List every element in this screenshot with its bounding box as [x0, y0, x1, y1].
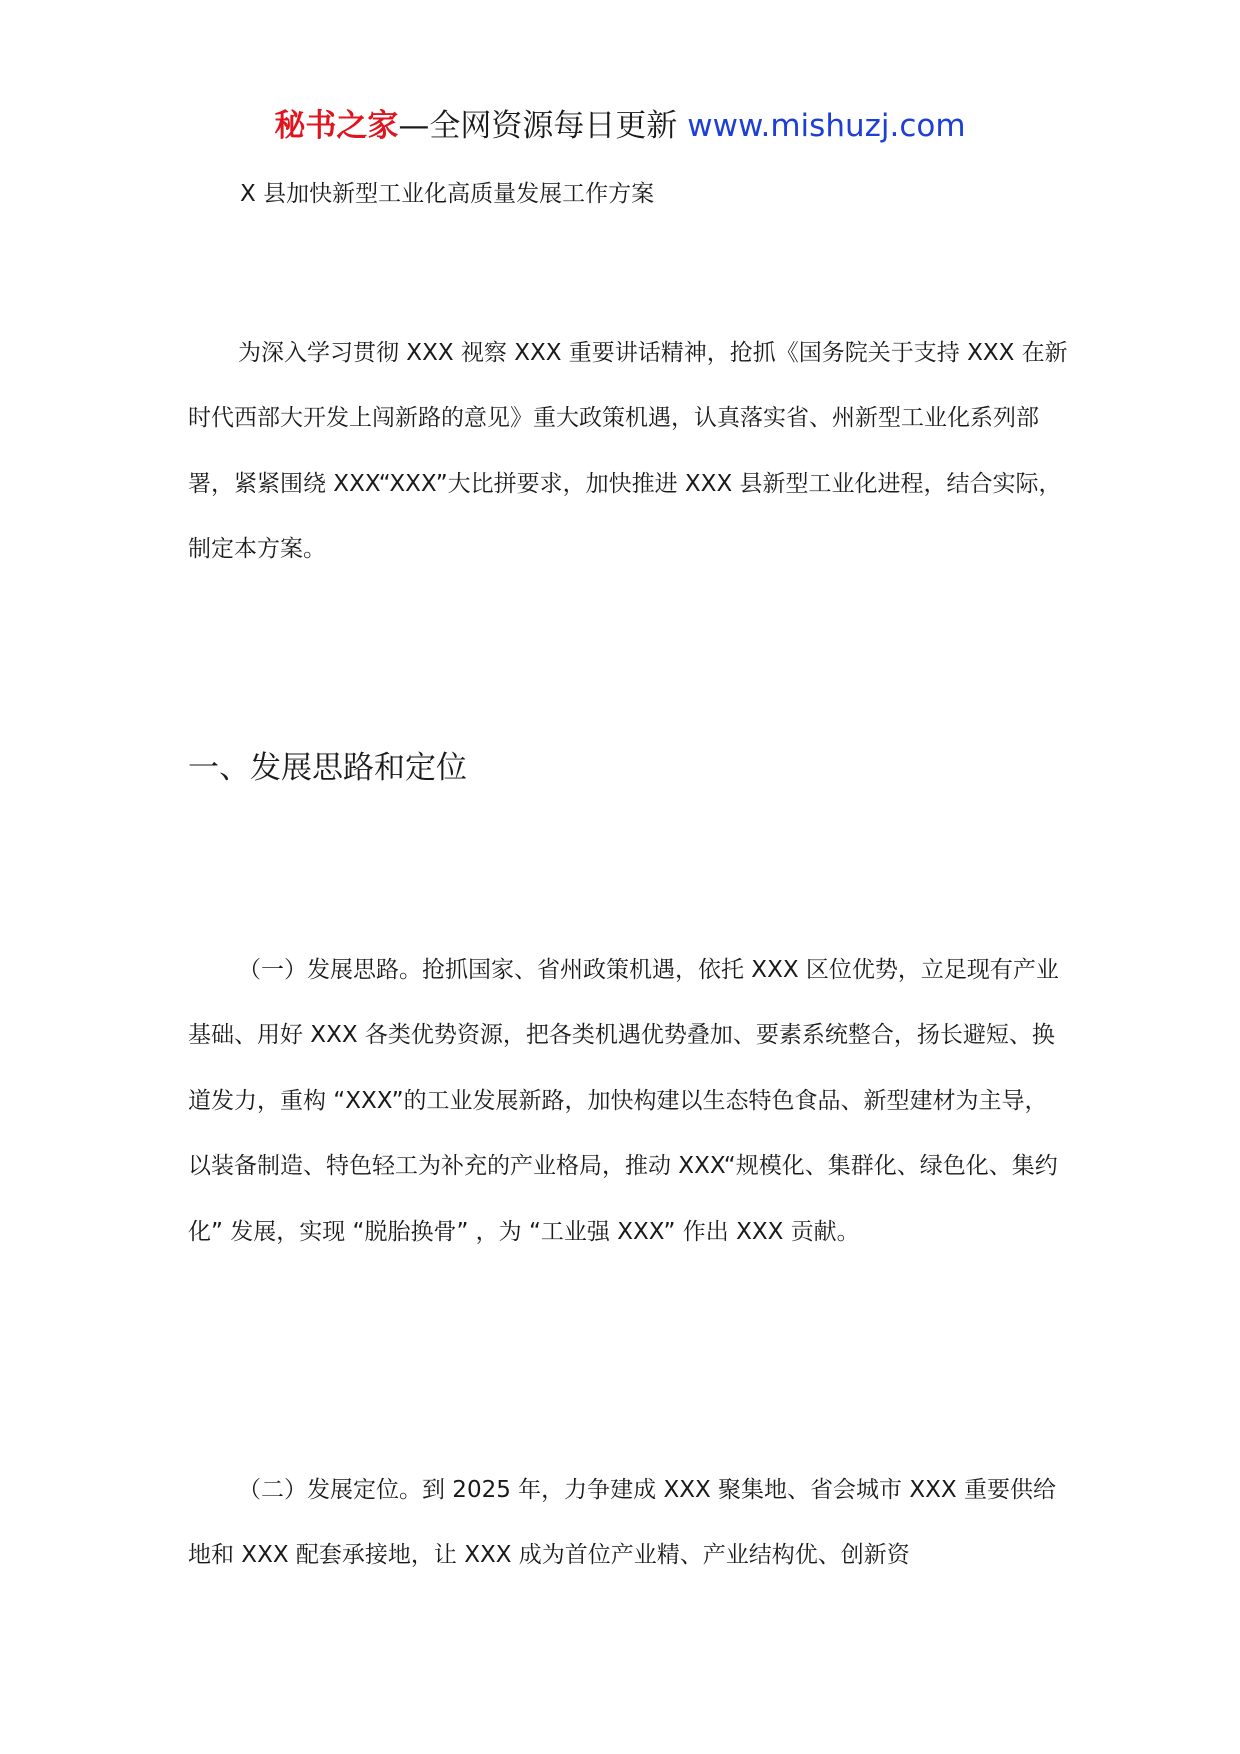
section-heading: 一、发展思路和定位 [188, 750, 467, 786]
site-url-link[interactable]: www.mishuzj.com [687, 108, 966, 144]
site-banner [0, 100, 1240, 145]
document-title: X 县加快新型工业化高质量发展工作方案 [240, 181, 655, 207]
brand-name: 秘书之家 [274, 108, 399, 144]
intro-paragraph: 为深入学习贯彻 XXX 视察 XXX 重要讲话精神，抢抓《国务院关于支持 XXX 在新时代西部大开发上闯新路的意见》重大政策机遇，认真落实省、州新型工业化系列部署，紧紧围绕 XXX“XXX”大比拼要求，加快推进 XXX 县新型工业化进程，结合实际，制定本方案。 [188, 340, 1068, 563]
development-positioning-paragraph: （二）发展定位。到 2025 年，力争建成 XXX 聚集地、省会城市 XXX 重要供给地和 XXX 配套承接地，让 XXX 成为首位产业精、产业结构优、创新资 [188, 1477, 1056, 1569]
development-thinking-paragraph: （一）发展思路。抢抓国家、省州政策机遇，依托 XXX 区位优势，立足现有产业基础、用好 XXX 各类优势资源，把各类机遇优势叠加、要素系统整合，扬长避短、换道发力，重构 “XXX”的工业发展新路，加快构建以生态特色食品、新型建材为主导，以装备制造、特色轻工为补充的产业格局，推动 XXX“规模化、集群化、绿色化、集约化” 发展，实现 “脱胎换骨” ，为 “工业强 XXX” 作出 XXX 贡献。 [188, 957, 1059, 1245]
brand-tagline: —全网资源每日更新 [398, 108, 688, 144]
